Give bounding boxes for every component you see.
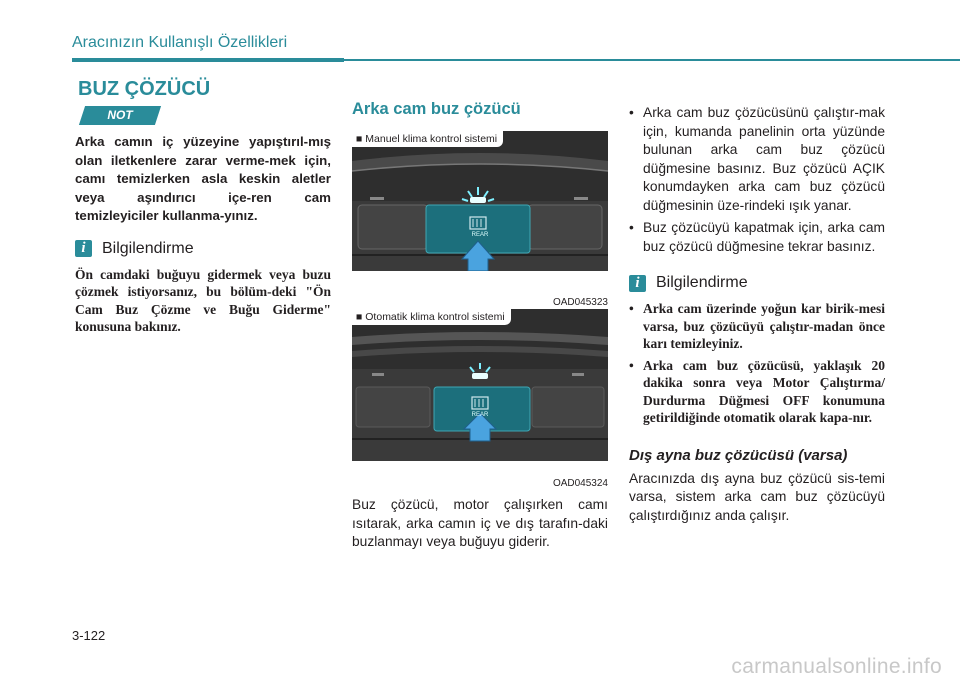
mirror-defroster-title: Dış ayna buz çözücüsü (varsa)	[629, 446, 848, 464]
note-badge-label: NOT	[107, 108, 133, 122]
middle-column	[352, 100, 608, 119]
rear-defroster-body: Buz çözücü, motor çalışırken camı ısıtarak, arka camın iç ve dış tarafın-daki buzlanmayı veya buğuyu giderir.	[352, 497, 608, 549]
header-rule-thin	[344, 59, 960, 61]
figure-manual-climate	[352, 131, 608, 308]
header-rule	[72, 58, 344, 62]
figure-automatic-climate	[352, 309, 608, 489]
watermark: carmanualsonline.info	[731, 655, 942, 678]
caption-square-icon: ■	[356, 311, 366, 323]
left-column	[75, 133, 331, 336]
section-title: BUZ ÇÖZÜCÜ	[78, 78, 211, 100]
figure-code: OAD045323	[552, 297, 608, 308]
note-text: Arka camın iç yüzeyine yapıştırıl-mış olan iletkenlere zarar verme-mek için, camı temizlerken asla keskin aletler veya aşındırıcı içe-ren cam temizleyiciler kullanma-yınız.	[75, 134, 331, 223]
caption-text: Manuel klima kontrol sistemi	[365, 133, 498, 145]
info-icon: i	[75, 240, 92, 257]
info-title: Bilgilendirme	[656, 274, 748, 291]
info-item: • Arka cam üzerinde yoğun kar birik-mesi varsa, buz çözücüyü çalıştır-madan önce karı temizleyiniz.	[629, 300, 885, 353]
bullet-item: • Arka cam buz çözücüsünü çalıştır-mak için, kumanda panelinin orta yüzünde bulunan arka cam buz çözücü düğmesine basınız. Buz çözücü AÇIK konumdayken arka cam buz çözücü düğmesinin üze-rindeki ışık yanar.	[629, 104, 885, 215]
page-number: 3-122	[72, 628, 106, 643]
rear-button-label: REAR	[471, 232, 489, 238]
mirror-defroster-text: Aracınızda dış ayna buz çözücü sis-temi varsa, sistem arka cam buz çözücüyü çalıştırdığınız anda çalışır.	[629, 470, 885, 523]
info-icon: i	[629, 275, 646, 292]
figure-caption	[352, 131, 503, 147]
info-heading	[75, 240, 331, 258]
info-heading	[629, 274, 885, 292]
manual-climate-panel-illustration	[352, 131, 608, 271]
rear-defroster-title: Arka cam buz çözücü	[352, 100, 521, 118]
info-item: • Arka cam buz çözücüsü, yaklaşık 20 dakika sonra veya Motor Çalıştırma/ Durdurma Düğmesi OFF konumuna getirildiğinde otomatik olarak kapa-nır.	[629, 357, 885, 427]
figure-caption	[352, 309, 511, 325]
header-title: Aracınızın Kullanışlı Özellikleri	[72, 34, 288, 51]
figure-code: OAD045324	[552, 478, 608, 489]
caption-square-icon: ■	[356, 133, 366, 145]
info-title: Bilgilendirme	[102, 239, 194, 257]
note-badge	[79, 106, 161, 125]
info-list	[629, 300, 885, 427]
bullet-item: • Buz çözücüyü kapatmak için, arka cam buz çözücü düğmesine tekrar basınız.	[629, 219, 885, 256]
info-text: Ön camdaki buğuyu gidermek veya buzu çözmek istiyorsanız, bu bölüm-deki "Ön Cam Buz Çözme ve Buğu Giderme" konusuna bakınız.	[75, 266, 331, 334]
rear-button-label: REAR	[471, 412, 489, 418]
right-column	[629, 104, 885, 525]
caption-text: Otomatik klima kontrol sistemi	[365, 311, 505, 323]
automatic-climate-panel-illustration	[352, 309, 608, 461]
